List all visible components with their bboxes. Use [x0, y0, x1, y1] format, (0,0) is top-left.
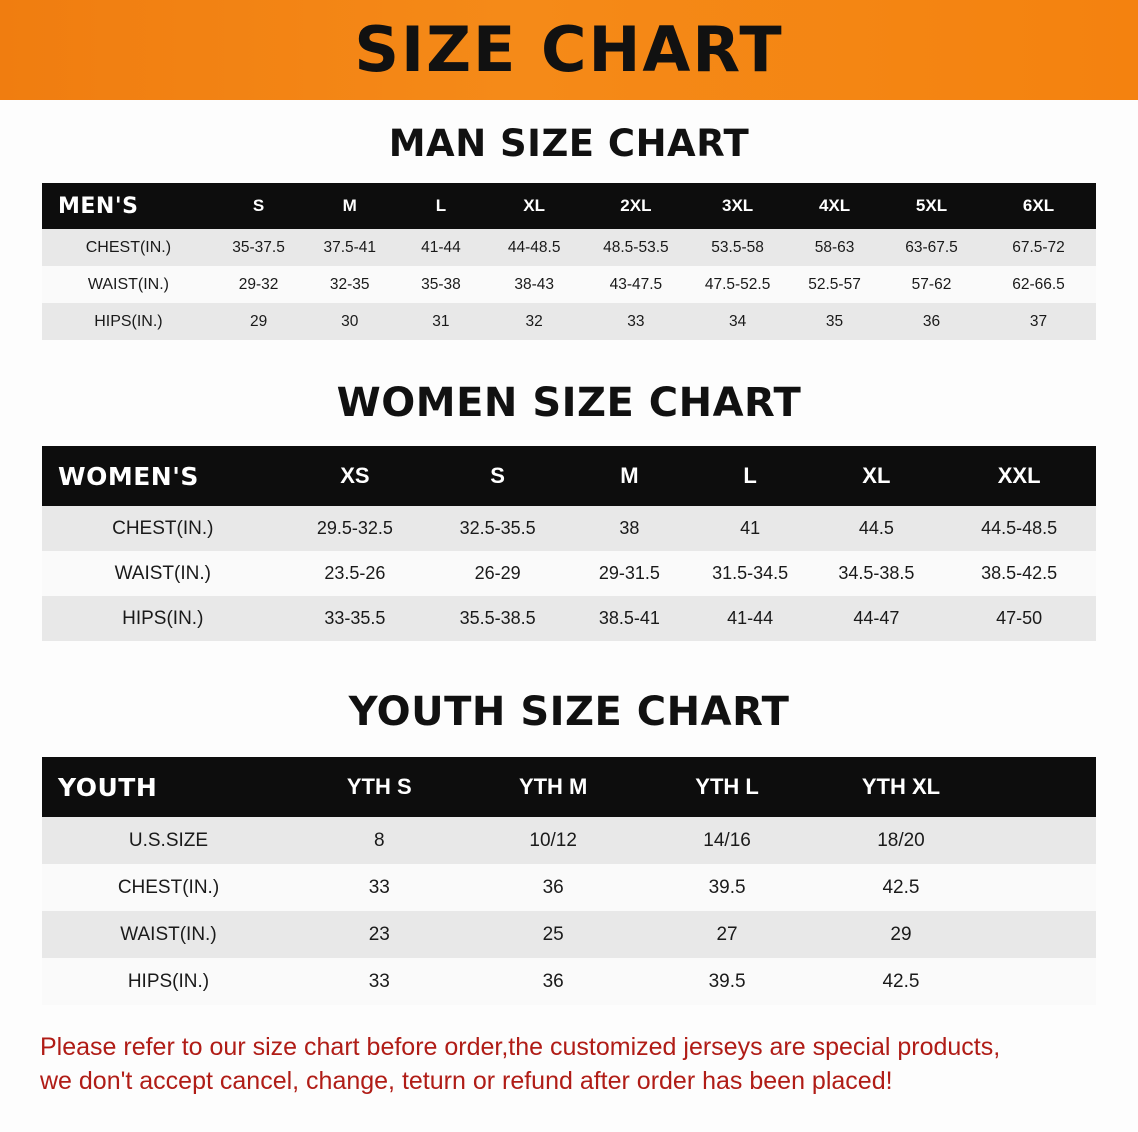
youth-header-cell-4: YTH XL: [861, 774, 941, 799]
man-cell-2-2: 31: [432, 312, 450, 330]
women-row-label-1: WAIST(IN.): [114, 562, 211, 584]
man-cell-0-0: 35-37.5: [232, 238, 285, 256]
man-cell-2-5: 34: [728, 312, 747, 330]
man-table-wrap: [0, 183, 1138, 340]
table-header-row: [42, 183, 1096, 229]
women-table-head: [42, 446, 1096, 506]
youth-cell-2-0: 23: [368, 923, 390, 945]
youth-row-label-3: HIPS(IN.): [127, 970, 210, 992]
youth-section-title: YOUTH SIZE CHART: [348, 689, 790, 735]
man-row-label-1: WAIST(IN.): [87, 275, 169, 293]
youth-cell-0-1: 10/12: [529, 829, 577, 851]
youth-row-label-0: U.S.SIZE: [128, 829, 209, 851]
man-table-body: [42, 229, 1096, 340]
man-cell-1-8: 62-66.5: [1012, 275, 1065, 293]
table-row: [42, 864, 1096, 911]
man-cell-0-2: 41-44: [421, 238, 461, 256]
man-cell-2-3: 32: [525, 312, 543, 330]
women-header-cell-1: XS: [340, 463, 370, 488]
man-cell-0-5: 53.5-58: [711, 238, 764, 256]
man-cell-1-3: 38-43: [514, 275, 554, 293]
women-header-cell-0: WOMEN'S: [58, 461, 199, 491]
women-header-cell-4: L: [743, 463, 757, 488]
women-row-label-0: CHEST(IN.): [112, 517, 214, 539]
table-row: [42, 596, 1096, 641]
women-cell-2-5: 47-50: [996, 608, 1043, 628]
women-header-cell-6: XXL: [997, 463, 1041, 488]
youth-cell-1-spacer: [991, 864, 1096, 911]
man-cell-2-7: 36: [922, 312, 941, 330]
man-cell-1-0: 29-32: [238, 275, 279, 293]
women-cell-1-1: 26-29: [474, 563, 521, 583]
women-cell-2-2: 38.5-41: [598, 608, 660, 628]
women-header-cell-3: M: [620, 463, 639, 488]
man-size-table: [42, 183, 1096, 340]
women-cell-0-2: 38: [619, 518, 640, 538]
disclaimer-line-2: we don't accept cancel, change, teturn or refund after order has been placed!: [40, 1066, 893, 1095]
youth-cell-3-2: 39.5: [708, 970, 746, 992]
women-cell-0-0: 29.5-32.5: [316, 518, 393, 538]
women-cell-1-0: 23.5-26: [324, 563, 386, 583]
youth-cell-1-3: 42.5: [882, 876, 920, 898]
youth-cell-3-spacer: [991, 958, 1096, 1005]
man-cell-2-0: 29: [249, 312, 268, 330]
disclaimer-note: [40, 1031, 1098, 1099]
women-row-label-2: HIPS(IN.): [122, 607, 204, 629]
youth-cell-3-1: 36: [542, 970, 564, 992]
youth-table-head: [42, 757, 1096, 817]
women-section-title: WOMEN SIZE CHART: [336, 380, 802, 426]
man-table-head: [42, 183, 1096, 229]
women-cell-1-2: 29-31.5: [598, 563, 660, 583]
youth-cell-3-3: 42.5: [882, 970, 920, 992]
man-header-cell-5: 2XL: [620, 196, 652, 215]
man-row-label-0: CHEST(IN.): [85, 238, 172, 256]
man-cell-0-1: 37.5-41: [323, 238, 377, 256]
man-row-label-2: HIPS(IN.): [94, 312, 163, 330]
table-row: [42, 229, 1096, 266]
man-cell-0-7: 63-67.5: [905, 238, 958, 256]
youth-cell-0-2: 14/16: [703, 829, 751, 851]
women-header-cell-5: XL: [862, 463, 891, 488]
women-cell-0-3: 41: [740, 518, 761, 538]
youth-cell-0-spacer: [991, 817, 1096, 864]
man-cell-0-4: 48.5-53.5: [603, 238, 669, 256]
youth-table-wrap: [0, 757, 1138, 1005]
man-cell-0-3: 44-48.5: [507, 238, 561, 256]
youth-header-spacer: [991, 757, 1096, 817]
man-header-cell-7: 4XL: [818, 196, 851, 215]
youth-table-body: [42, 817, 1096, 1005]
table-row: [42, 958, 1096, 1005]
man-cell-1-5: 47.5-52.5: [704, 275, 771, 293]
table-row: [42, 303, 1096, 340]
women-table-wrap: [0, 446, 1138, 641]
youth-cell-1-2: 39.5: [708, 876, 746, 898]
women-cell-2-0: 33-35.5: [324, 608, 386, 628]
youth-cell-1-0: 33: [368, 876, 390, 898]
youth-cell-3-0: 33: [368, 970, 390, 992]
youth-row-label-2: WAIST(IN.): [120, 923, 217, 945]
man-cell-2-1: 30: [341, 312, 359, 330]
man-cell-0-6: 58-63: [814, 238, 855, 256]
youth-header-cell-2: YTH M: [518, 774, 588, 799]
banner: [0, 0, 1138, 100]
man-section-title: MAN SIZE CHART: [388, 122, 750, 165]
man-header-cell-9: 6XL: [1022, 196, 1055, 215]
women-table-body: [42, 506, 1096, 641]
man-header-cell-8: 5XL: [915, 196, 948, 215]
women-cell-2-3: 41-44: [727, 608, 774, 628]
table-header-row: [42, 757, 1096, 817]
man-cell-1-2: 35-38: [421, 275, 461, 293]
man-cell-1-4: 43-47.5: [609, 275, 663, 293]
youth-header-cell-1: YTH S: [346, 774, 412, 799]
man-cell-0-8: 67.5-72: [1012, 238, 1065, 256]
table-header-row: [42, 446, 1096, 506]
youth-cell-2-3: 29: [890, 923, 912, 945]
youth-cell-2-2: 27: [716, 923, 738, 945]
table-row: [42, 911, 1096, 958]
man-header-cell-6: 3XL: [721, 196, 754, 215]
women-header-cell-2: S: [490, 463, 505, 488]
women-size-table: [42, 446, 1096, 641]
man-cell-1-1: 32-35: [329, 275, 370, 293]
table-row: [42, 266, 1096, 303]
table-row: [42, 817, 1096, 864]
man-cell-1-7: 57-62: [911, 275, 952, 293]
page-title: SIZE CHART: [354, 13, 784, 86]
youth-size-table: [42, 757, 1096, 1005]
man-cell-1-6: 52.5-57: [808, 275, 861, 293]
man-header-cell-2: M: [342, 196, 357, 215]
man-cell-2-8: 37: [1029, 312, 1048, 330]
women-cell-2-4: 44-47: [853, 608, 900, 628]
women-cell-0-5: 44.5-48.5: [981, 518, 1058, 538]
youth-header-cell-3: YTH L: [695, 774, 759, 799]
women-cell-2-1: 35.5-38.5: [459, 608, 536, 628]
women-cell-1-4: 34.5-38.5: [838, 563, 915, 583]
man-header-cell-1: S: [252, 196, 265, 215]
man-header-cell-3: L: [435, 196, 447, 215]
women-cell-1-5: 38.5-42.5: [981, 563, 1058, 583]
man-header-cell-0: MEN'S: [58, 193, 139, 219]
women-cell-1-3: 31.5-34.5: [712, 563, 789, 583]
youth-cell-2-1: 25: [542, 923, 564, 945]
table-row: [42, 551, 1096, 596]
women-cell-0-1: 32.5-35.5: [459, 518, 536, 538]
man-cell-2-4: 33: [627, 312, 645, 330]
youth-row-label-1: CHEST(IN.): [117, 876, 220, 898]
women-cell-0-4: 44.5: [858, 518, 894, 538]
table-row: [42, 506, 1096, 551]
man-header-cell-4: XL: [523, 196, 546, 215]
man-cell-2-6: 35: [825, 312, 844, 330]
youth-cell-1-1: 36: [542, 876, 564, 898]
youth-header-cell-0: YOUTH: [58, 772, 158, 802]
youth-cell-2-spacer: [991, 911, 1096, 958]
disclaimer-line-1: Please refer to our size chart before order,the customized jerseys are special products,: [40, 1033, 1001, 1061]
youth-cell-0-3: 18/20: [877, 829, 925, 851]
youth-cell-0-0: 8: [373, 829, 385, 851]
